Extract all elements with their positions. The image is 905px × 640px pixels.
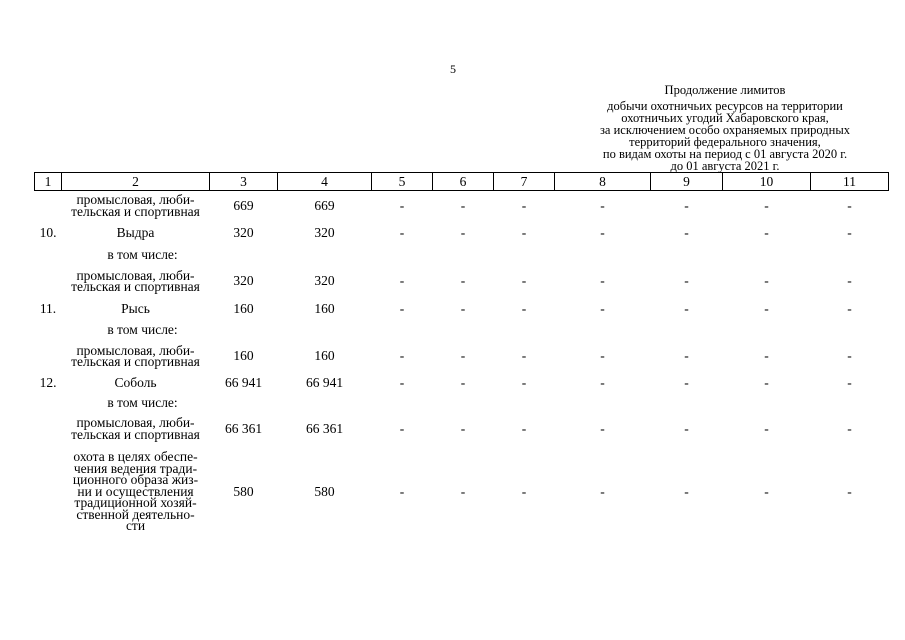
continuation-line: территорий федерального значения, (629, 135, 821, 149)
value-cell-col-5 (372, 320, 433, 340)
value-cell-col-4: 320 (314, 273, 335, 288)
value-cell-col-10: - (764, 197, 769, 213)
value-cell-col-3 (210, 320, 278, 340)
value-cell-col-3 (210, 393, 278, 413)
value-cell-col-8: - (600, 348, 605, 363)
value-cell-col-6: - (460, 197, 466, 213)
value-cell-col-11 (811, 393, 889, 413)
value-cell-col-4: 160 (314, 348, 335, 363)
table-row (35, 373, 889, 393)
value-cell-col-10: - (764, 483, 769, 499)
row-number (35, 320, 62, 340)
value-cell-col-5: - (399, 420, 405, 436)
resource-name-cell (62, 265, 210, 298)
value-cell-col-3: 66 941 (224, 374, 263, 390)
value-cell-col-4 (278, 245, 372, 265)
value-cell-col-7: - (521, 273, 527, 288)
value-cell-col-3: 320 (233, 273, 254, 288)
value-cell-col-10: - (764, 300, 769, 316)
table-row (35, 265, 889, 298)
value-cell-col-9: - (684, 224, 689, 240)
value-cell-col-6: - (460, 224, 466, 240)
value-cell-col-9: - (684, 273, 689, 288)
value-cell-col-3: 320 (233, 224, 254, 240)
hunting-limits-table (34, 172, 889, 539)
resource-name: Соболь (114, 375, 157, 390)
value-cell-col-4: 580 (314, 483, 335, 499)
value-cell-col-9: - (684, 197, 689, 213)
value-cell-col-11: - (847, 374, 852, 390)
resource-name: в том числе: (107, 395, 178, 410)
value-cell-col-5: - (399, 224, 405, 240)
value-cell-col-6: - (460, 300, 466, 316)
value-cell-col-5 (372, 245, 433, 265)
value-cell-col-8: - (600, 374, 605, 390)
resource-name: в том числе: (107, 247, 178, 262)
column-header-1: 1 (35, 173, 62, 191)
continuation-line: по видам охоты на период с 01 августа 2020 г. (602, 147, 848, 161)
value-cell-col-10: - (764, 348, 769, 363)
value-cell-col-8 (555, 320, 651, 340)
value-cell-col-9: - (684, 348, 689, 363)
continuation-heading (580, 84, 870, 172)
continuation-line: до 01 августа 2021 г. (670, 159, 780, 173)
value-cell-col-8 (555, 393, 651, 413)
value-cell-col-9: - (684, 483, 689, 499)
value-cell-col-6: - (460, 273, 466, 288)
resource-name: Выдра (116, 225, 155, 240)
value-cell-col-4: 66 361 (305, 420, 344, 436)
resource-name-cell (62, 245, 210, 265)
value-cell-col-8: - (600, 273, 605, 288)
table-row (35, 298, 889, 320)
value-cell-col-7 (494, 320, 555, 340)
row-number: 11. (39, 300, 57, 316)
column-header-6: 6 (433, 173, 494, 191)
column-header-9: 9 (651, 173, 723, 191)
value-cell-col-10: - (764, 273, 769, 288)
row-number (35, 393, 62, 413)
resource-name: промысловая, люби- тельская и спортивная (71, 342, 200, 369)
value-cell-col-10 (723, 320, 811, 340)
value-cell-col-3: 580 (233, 483, 254, 499)
value-cell-col-6 (433, 320, 494, 340)
continuation-line: за исключением особо охраняемых природных (599, 123, 851, 137)
resource-name-cell (62, 320, 210, 340)
value-cell-col-3: 160 (233, 300, 254, 316)
resource-name-cell (62, 445, 210, 539)
value-cell-col-11 (811, 245, 889, 265)
value-cell-col-3: 669 (233, 197, 254, 213)
value-cell-col-11: - (847, 483, 852, 499)
value-cell-col-6 (433, 393, 494, 413)
value-cell-col-6: - (460, 348, 466, 363)
resource-name: промысловая, люби- тельская и спортивная (71, 192, 200, 219)
column-header-5: 5 (372, 173, 433, 191)
value-cell-col-9 (651, 320, 723, 340)
value-cell-col-4: 669 (314, 197, 335, 213)
value-cell-col-8: - (600, 197, 605, 213)
value-cell-col-6: - (460, 420, 466, 436)
value-cell-col-7 (494, 245, 555, 265)
row-number (35, 191, 62, 221)
table-row (35, 393, 889, 413)
value-cell-col-5: - (399, 197, 405, 213)
resource-name: Рысь (121, 301, 150, 316)
row-number (35, 265, 62, 298)
column-header-11: 11 (811, 173, 889, 191)
resource-name-cell (62, 191, 210, 221)
resource-name-cell (62, 298, 210, 320)
row-number (35, 445, 62, 539)
value-cell-col-11 (811, 320, 889, 340)
value-cell-col-4 (278, 320, 372, 340)
table-row (35, 245, 889, 265)
resource-name: в том числе: (107, 322, 178, 337)
row-number: 12. (39, 374, 57, 390)
continuation-line: охотничьих угодий Хабаровского края, (621, 111, 829, 125)
value-cell-col-3: 160 (233, 348, 254, 363)
value-cell-col-7: - (521, 374, 527, 390)
row-number (35, 245, 62, 265)
value-cell-col-10 (723, 245, 811, 265)
value-cell-col-8: - (600, 224, 605, 240)
value-cell-col-7: - (521, 348, 527, 363)
value-cell-col-9: - (684, 420, 689, 436)
value-cell-col-11: - (847, 348, 852, 363)
value-cell-col-8 (555, 245, 651, 265)
value-cell-col-4: 66 941 (305, 374, 344, 390)
column-header-8: 8 (555, 173, 651, 191)
value-cell-col-4 (278, 393, 372, 413)
resource-name-cell (62, 221, 210, 245)
value-cell-col-6: - (460, 483, 466, 499)
resource-name-cell (62, 393, 210, 413)
value-cell-col-9: - (684, 300, 689, 316)
continuation-title: Продолжение лимитов (664, 83, 786, 97)
column-header-3: 3 (210, 173, 278, 191)
value-cell-col-7: - (521, 420, 527, 436)
resource-name-cell (62, 373, 210, 393)
value-cell-col-5 (372, 393, 433, 413)
value-cell-col-9 (651, 245, 723, 265)
value-cell-col-10: - (764, 374, 769, 390)
table-row (35, 221, 889, 245)
row-number (35, 340, 62, 373)
value-cell-col-11: - (847, 420, 852, 436)
continuation-line: добычи охотничьих ресурсов на территории (607, 99, 843, 113)
value-cell-col-7: - (521, 197, 527, 213)
value-cell-col-5: - (399, 300, 405, 316)
value-cell-col-9 (651, 393, 723, 413)
column-header-2: 2 (62, 173, 210, 191)
value-cell-col-5: - (399, 483, 405, 499)
value-cell-col-11: - (847, 273, 852, 288)
table-row (35, 413, 889, 445)
value-cell-col-7: - (521, 483, 527, 499)
resource-name: промысловая, люби- тельская и спортивная (71, 415, 200, 442)
value-cell-col-6 (433, 245, 494, 265)
row-number: 10. (39, 224, 57, 240)
value-cell-col-10: - (764, 420, 769, 436)
value-cell-col-11: - (847, 224, 852, 240)
table-row (35, 320, 889, 340)
resource-name: промысловая, люби- тельская и спортивная (71, 267, 200, 294)
column-header-7: 7 (494, 173, 555, 191)
value-cell-col-5: - (399, 273, 405, 288)
value-cell-col-11: - (847, 197, 852, 213)
resource-name: охота в целях обеспе- чения ведения тради- ционного образа жиз- ни и осуществления традиционной хозяй- ственной деятельно- сти (72, 449, 199, 534)
value-cell-col-10: - (764, 224, 769, 240)
table-row (35, 340, 889, 373)
table-row (35, 445, 889, 539)
value-cell-col-8: - (600, 300, 605, 316)
value-cell-col-7: - (521, 224, 527, 240)
header-row (35, 173, 889, 191)
value-cell-col-7 (494, 393, 555, 413)
value-cell-col-9: - (684, 374, 689, 390)
value-cell-col-5: - (399, 374, 405, 390)
value-cell-col-6: - (460, 374, 466, 390)
value-cell-col-10 (723, 393, 811, 413)
value-cell-col-3 (210, 245, 278, 265)
row-number (35, 413, 62, 445)
value-cell-col-3: 66 361 (224, 420, 263, 436)
value-cell-col-4: 160 (314, 300, 335, 316)
value-cell-col-5: - (399, 348, 405, 363)
value-cell-col-7: - (521, 300, 527, 316)
value-cell-col-4: 320 (314, 224, 335, 240)
page-number: 5 (450, 62, 456, 76)
resource-name-cell (62, 340, 210, 373)
value-cell-col-8: - (600, 483, 605, 499)
value-cell-col-11: - (847, 300, 852, 316)
table-row (35, 191, 889, 221)
column-header-4: 4 (278, 173, 372, 191)
resource-name-cell (62, 413, 210, 445)
column-header-10: 10 (723, 173, 811, 191)
value-cell-col-8: - (600, 420, 605, 436)
